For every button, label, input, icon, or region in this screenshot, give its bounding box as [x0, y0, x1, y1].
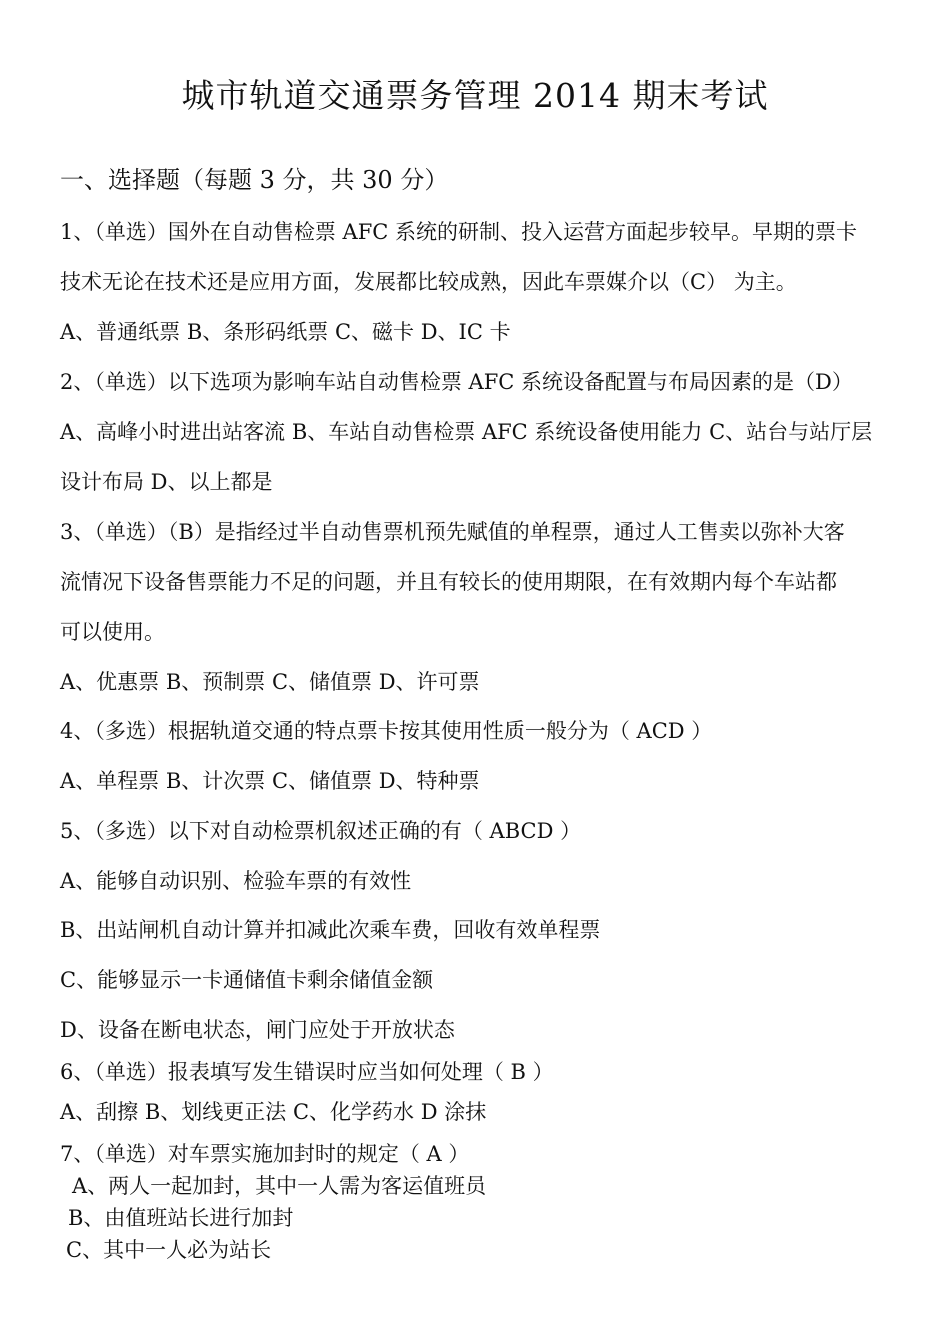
- question-7-option-c: C、其中一人必为站长: [66, 1238, 272, 1262]
- question-1-options: A、普通纸票 B、条形码纸票 C、磁卡 D、IC 卡: [60, 320, 511, 344]
- question-2-line-1: 2、（单选）以下选项为影响车站自动售检票 AFC 系统设备配置与布局因素的是（D）: [60, 370, 853, 394]
- section-heading: 一、选择题（每题 3 分，共 30 分）: [60, 166, 449, 194]
- question-3-line-1: 3、（单选）（B）是指经过半自动售票机预先赋值的单程票，通过人工售卖以弥补大客: [60, 520, 845, 544]
- question-3-line-3: 可以使用。: [60, 620, 165, 644]
- question-5-option-d: D、设备在断电状态，闸门应处于开放状态: [60, 1018, 455, 1042]
- question-2-line-2: A、高峰小时进出站客流 B、车站自动售检票 AFC 系统设备使用能力 C、站台与站厅层: [60, 420, 873, 444]
- question-1-line-1: 1、（单选）国外在自动售检票 AFC 系统的研制、投入运营方面起步较早。早期的票卡: [60, 220, 858, 244]
- question-4-options: A、单程票 B、计次票 C、储值票 D、特种票: [60, 769, 480, 793]
- question-5-option-a: A、能够自动识别、检验车票的有效性: [60, 869, 412, 893]
- question-7-line-1: 7、（单选）对车票实施加封时的规定（ A ）: [60, 1142, 470, 1166]
- question-3-options: A、优惠票 B、预制票 C、储值票 D、许可票: [60, 670, 480, 694]
- question-6-options: A、刮擦 B、划线更正法 C、化学药水 D 涂抹: [60, 1100, 487, 1124]
- question-5-line-1: 5、（多选）以下对自动检票机叙述正确的有（ ABCD ）: [60, 819, 582, 843]
- question-4-line-1: 4、（多选）根据轨道交通的特点票卡按其使用性质一般分为（ ACD ）: [60, 719, 713, 743]
- question-7-option-a: A、两人一起加封，其中一人需为客运值班员: [72, 1174, 487, 1198]
- question-5-option-c: C、能够显示一卡通储值卡剩余储值金额: [60, 968, 434, 992]
- question-3-line-2: 流情况下设备售票能力不足的问题，并且有较长的使用期限，在有效期内每个车站都: [60, 570, 837, 594]
- question-1-line-2: 技术无论在技术还是应用方面，发展都比较成熟，因此车票媒介以（C） 为主。: [60, 270, 797, 294]
- question-7-option-b: B、由值班站长进行加封: [68, 1206, 294, 1230]
- question-5-option-b: B、出站闸机自动计算并扣减此次乘车费，回收有效单程票: [60, 918, 601, 942]
- question-2-line-3: 设计布局 D、以上都是: [60, 470, 273, 494]
- question-6-line-1: 6、（单选）报表填写发生错误时应当如何处理（ B ）: [60, 1060, 554, 1084]
- page-title: 城市轨道交通票务管理 2014 期末考试: [181, 76, 769, 115]
